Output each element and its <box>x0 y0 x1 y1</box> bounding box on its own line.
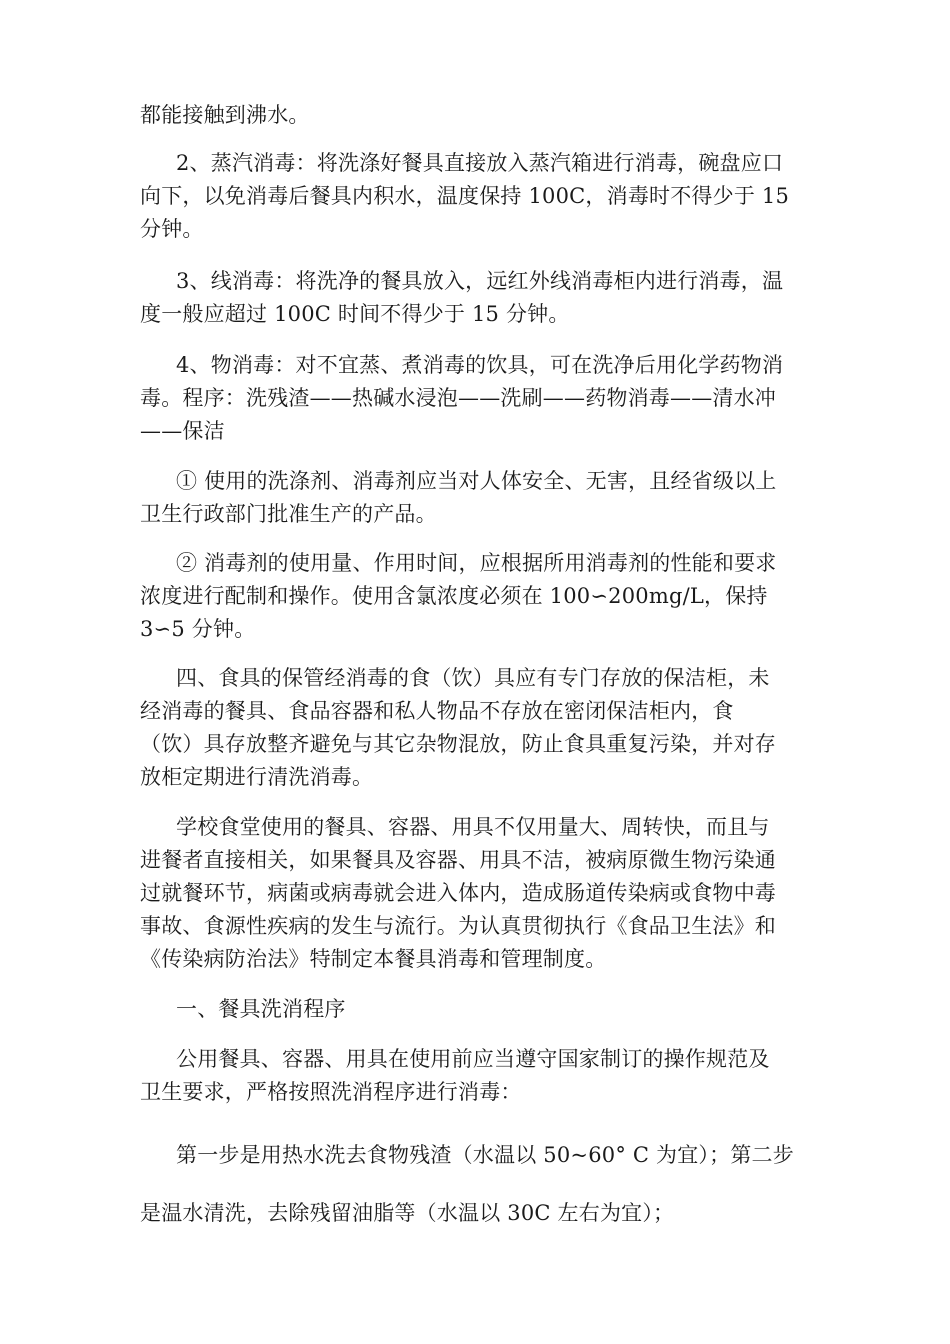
paragraph-tableware-storage: 四、食具的保管经消毒的食（饮）具应有专门存放的保洁柜，未 经消毒的餐具、食品容器和私人物品不存放在密闭保洁柜内，食 （饮）具存放整齐避免与其它杂物混放，防止食具重复污染，并对存 放柜定期进行清洗消毒。 <box>140 666 776 789</box>
paragraph-canteen-intro: 学校食堂使用的餐具、容器、用具不仅用量大、周转快，而且与 进餐者直接相关，如果餐具及容器、用具不洁，被病原微生物污染通 过就餐环节，病菌或病毒就会进入体内，造成肠道传染病或食物中毒 事故、食源性疾病的发生与流行。为认真贯彻执行《食品卫生法》和 《传染病防治法》特制定本餐具消毒和管理制度。 <box>140 815 776 971</box>
paragraph-continuation: 都能接触到沸水。 <box>140 103 310 127</box>
paragraph-note-dosage: ② 消毒剂的使用量、作用时间，应根据所用消毒剂的性能和要求 浓度进行配制和操作。使用含氯浓度必须在 100∽200mg/L，保持 3∽5 分钟。 <box>140 551 777 641</box>
paragraph-chemical-disinfection: 4、物消毒：对不宜蒸、煮消毒的饮具，可在洗净后用化学药物消 毒。程序：洗残渣——热碱水浸泡——洗刷——药物消毒——清水冲 ——保洁 <box>140 353 784 443</box>
paragraph-steam-disinfection: 2、蒸汽消毒：将洗涤好餐具直接放入蒸汽箱进行消毒，碗盘应口 向下，以免消毒后餐具内积水，温度保持 100C，消毒时不得少于 15 分钟。 <box>140 151 790 241</box>
paragraph-note-detergent: ① 使用的洗涤剂、消毒剂应当对人体安全、无害，且经省级以上 卫生行政部门批准生产的产品。 <box>140 469 777 526</box>
paragraph-infrared-disinfection: 3、线消毒：将洗净的餐具放入，远红外线消毒柜内进行消毒，温 度一般应超过 100C 时间不得少于 15 分钟。 <box>140 269 784 326</box>
section-heading-washing-procedure: 一、餐具洗消程序 <box>176 997 346 1021</box>
paragraph-public-utensils: 公用餐具、容器、用具在使用前应当遵守国家制订的操作规范及 卫生要求，严格按照洗消程序进行消毒： <box>140 1047 770 1104</box>
paragraph-washing-steps: 第一步是用热水洗去食物残渣（水温以 50~60° C 为宜）；第二步 是温水清洗，去除残留油脂等（水温以 30C 左右为宜）； <box>140 1143 794 1225</box>
